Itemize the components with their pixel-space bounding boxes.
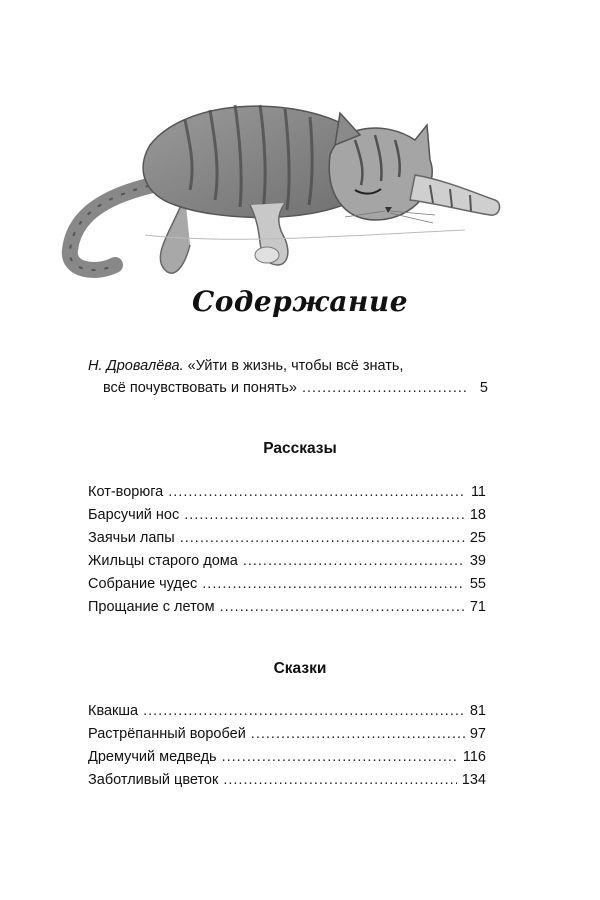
entry-title: Квакша bbox=[88, 703, 139, 719]
entry-title: Жильцы старого дома bbox=[88, 553, 238, 569]
dot-leader bbox=[202, 576, 465, 592]
dot-leader bbox=[143, 703, 465, 719]
entry-title: Дремучий медведь bbox=[88, 749, 217, 765]
dot-leader bbox=[180, 530, 465, 546]
entry-page-number: 55 bbox=[469, 576, 486, 592]
intro-title-line2: всё почувствовать и понять» bbox=[103, 380, 297, 396]
entry-page-number: 39 bbox=[469, 553, 486, 569]
toc-entry bbox=[88, 484, 486, 507]
intro-page-number: 5 bbox=[479, 380, 488, 396]
toc-entry bbox=[88, 726, 486, 749]
toc-entry bbox=[88, 530, 486, 553]
tales-list bbox=[88, 703, 486, 795]
dot-leader bbox=[184, 507, 465, 523]
toc-entry bbox=[88, 749, 486, 772]
intro-line-1 bbox=[88, 355, 488, 377]
toc-entry bbox=[88, 507, 486, 530]
entry-page-number: 71 bbox=[469, 599, 486, 615]
entry-page-number: 81 bbox=[469, 703, 486, 719]
toc-entry bbox=[88, 599, 486, 622]
dot-leader bbox=[220, 599, 465, 615]
entry-title: Собрание чудес bbox=[88, 576, 198, 592]
dot-leader bbox=[223, 772, 456, 788]
toc-entry bbox=[88, 553, 486, 576]
dot-leader bbox=[222, 749, 458, 765]
entry-page-number: 25 bbox=[469, 530, 486, 546]
entry-page-number: 134 bbox=[461, 772, 486, 788]
intro-title-line1: «Уйти в жизнь, чтобы всё знать, bbox=[187, 358, 404, 374]
entry-page-number: 18 bbox=[469, 507, 486, 523]
entry-title: Прощание с летом bbox=[88, 599, 215, 615]
dot-leader bbox=[251, 726, 465, 742]
toc-entry bbox=[88, 576, 486, 599]
section-heading-stories: Рассказы bbox=[263, 440, 337, 457]
entry-page-number: 116 bbox=[462, 749, 486, 765]
intro-entry bbox=[88, 355, 488, 399]
entry-title: Кот-ворюга bbox=[88, 484, 164, 500]
toc-title: Содержание bbox=[191, 285, 409, 318]
dot-leader bbox=[243, 553, 465, 569]
dot-leader bbox=[168, 484, 466, 500]
stories-list bbox=[88, 484, 486, 622]
entry-title: Заботливый цветок bbox=[88, 772, 219, 788]
entry-title: Растрёпанный воробей bbox=[88, 726, 246, 742]
toc-entry bbox=[88, 703, 486, 726]
section-heading-tales: Сказки bbox=[273, 660, 327, 677]
sleeping-cat-illustration bbox=[55, 85, 505, 295]
toc-entry bbox=[88, 772, 486, 795]
entry-page-number: 97 bbox=[469, 726, 486, 742]
entry-title: Барсучий нос bbox=[88, 507, 180, 523]
dot-leader bbox=[302, 377, 469, 399]
intro-author: Н. Дровалёва. bbox=[88, 358, 184, 374]
intro-line-2 bbox=[88, 377, 488, 399]
entry-page-number: 11 bbox=[470, 484, 486, 500]
entry-title: Заячьи лапы bbox=[88, 530, 175, 546]
